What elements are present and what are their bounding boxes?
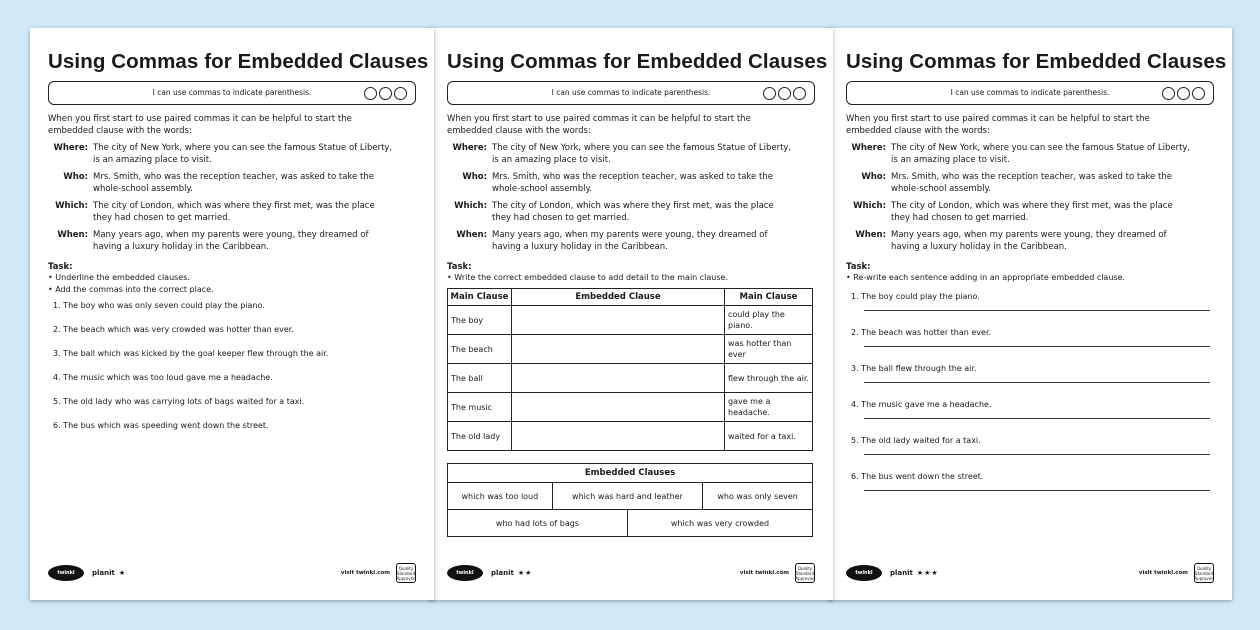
visit-link: visit twinkl.com [1138,570,1188,576]
clause-option: which was very crowded [627,510,812,537]
quality-badge-icon: Quality Standard Approved [396,563,416,583]
clause-table [447,288,813,451]
example-where: Where: The city of New York, where you can see the famous Statue of Liberty, is an amazing place to visit. [53,143,393,165]
example-where: Where: The city of New York, where you can see the famous Statue of Liberty, is an amazing place to visit. [851,143,1191,165]
question: 2. The beach was hotter than ever. [851,328,992,337]
answer-cell[interactable] [512,364,725,393]
objective-text: I can use commas to indicate parenthesis. [152,88,312,97]
question: 4. The music gave me a headache. [851,400,992,409]
footer [846,562,1214,584]
learning-objective [447,81,815,105]
footer [48,562,416,584]
example-when: When: Many years ago, when my parents were young, they dreamed of having a luxury holiday in the Caribbean. [57,230,369,252]
clause-option: which was hard and leather [552,483,703,510]
worksheet-title: Using Commas for Embedded Clauses [846,50,1227,73]
example-who: Who: Mrs. Smith, who was the reception teacher, was asked to take the whole-school assembly. [462,172,773,194]
difficulty-stars: ★★ [517,569,533,577]
self-assessment-circles [364,87,407,100]
answer-cell[interactable] [512,335,725,364]
table-row: The ball flew through the air. [448,364,813,393]
question: 5. The old lady who was carrying lots of bags waited for a taxi. [53,397,305,406]
intro-text: When you first start to use paired commas it can be helpful to start the embedded clause with the words: [48,114,352,136]
answer-cell[interactable] [512,393,725,422]
visit-link: visit twinkl.com [739,570,789,576]
question: 6. The bus went down the street. [851,472,984,481]
task-heading: Task: [447,262,472,272]
clause-bank [447,463,813,537]
clause-option: which was too loud [448,483,553,510]
twinkl-logo: twinkl [846,565,882,581]
question: 1. The boy could play the piano. [851,292,980,301]
planit-label: planit [92,569,115,577]
column-header: Main Clause [448,289,512,306]
question: 3. The ball flew through the air. [851,364,977,373]
planit-label: planit [890,569,913,577]
question: 5. The old lady waited for a taxi. [851,436,981,445]
twinkl-logo: twinkl [447,565,483,581]
answer-line[interactable] [864,310,1210,311]
question: 2. The beach which was very crowded was hotter than ever. [53,325,294,334]
answer-line[interactable] [864,346,1210,347]
answer-line[interactable] [864,418,1210,419]
answer-line[interactable] [864,382,1210,383]
question: 4. The music which was too loud gave me a headache. [53,373,273,382]
difficulty-stars: ★★★ [916,569,939,577]
task-bullet: • Underline the embedded clauses. [48,273,190,282]
self-assessment-circles [763,87,806,100]
clause-option: who was only seven [703,483,813,510]
question: 3. The ball which was kicked by the goal keeper flew through the air. [53,349,329,358]
clause-option: who had lots of bags [448,510,628,537]
footer [447,562,815,584]
example-where: Where: The city of New York, where you can see the famous Statue of Liberty, is an amazing place to visit. [452,143,792,165]
answer-cell[interactable] [512,422,725,451]
twinkl-logo: twinkl [48,565,84,581]
clause-bank-heading: Embedded Clauses [448,464,813,483]
quality-badge-icon: Quality Standard Approved [1194,563,1214,583]
objective-text: I can use commas to indicate parenthesis. [950,88,1110,97]
worksheet-1 [30,28,434,600]
learning-objective [48,81,416,105]
task-bullet: • Re-write each sentence adding in an appropriate embedded clause. [846,273,1126,282]
task-bullet: • Write the correct embedded clause to add detail to the main clause. [447,273,728,282]
task-heading: Task: [846,262,871,272]
example-when: When: Many years ago, when my parents were young, they dreamed of having a luxury holiday in the Caribbean. [456,230,768,252]
answer-line[interactable] [864,490,1210,491]
table-row: The old lady waited for a taxi. [448,422,813,451]
example-who: Who: Mrs. Smith, who was the reception teacher, was asked to take the whole-school assembly. [63,172,374,194]
intro-text: When you first start to use paired commas it can be helpful to start the embedded clause with the words: [447,114,751,136]
example-when: When: Many years ago, when my parents were young, they dreamed of having a luxury holiday in the Caribbean. [855,230,1167,252]
visit-link: visit twinkl.com [340,570,390,576]
worksheet-3 [828,28,1232,600]
example-which: Which: The city of London, which was where they first met, was the place they had chosen to get married. [55,201,375,223]
example-which: Which: The city of London, which was where they first met, was the place they had chosen to get married. [454,201,774,223]
table-row: The beach was hotter than ever [448,335,813,364]
table-row: The music gave me a headache. [448,393,813,422]
task-bullet: • Add the commas into the correct place. [48,285,214,294]
answer-line[interactable] [864,454,1210,455]
difficulty-stars: ★ [118,569,127,577]
example-who: Who: Mrs. Smith, who was the reception teacher, was asked to take the whole-school assembly. [861,172,1172,194]
column-header: Main Clause [725,289,813,306]
worksheet-title: Using Commas for Embedded Clauses [447,50,828,73]
example-which: Which: The city of London, which was where they first met, was the place they had chosen to get married. [853,201,1173,223]
answer-cell[interactable] [512,306,725,335]
worksheet-title: Using Commas for Embedded Clauses [48,50,429,73]
intro-text: When you first start to use paired commas it can be helpful to start the embedded clause with the words: [846,114,1150,136]
self-assessment-circles [1162,87,1205,100]
question: 6. The bus which was speeding went down the street. [53,421,269,430]
learning-objective [846,81,1214,105]
task-heading: Task: [48,262,73,272]
table-row: The boy could play the piano. [448,306,813,335]
quality-badge-icon: Quality Standard Approved [795,563,815,583]
column-header: Embedded Clause [512,289,725,306]
worksheet-2 [429,28,833,600]
question: 1. The boy who was only seven could play the piano. [53,301,265,310]
planit-label: planit [491,569,514,577]
objective-text: I can use commas to indicate parenthesis. [551,88,711,97]
